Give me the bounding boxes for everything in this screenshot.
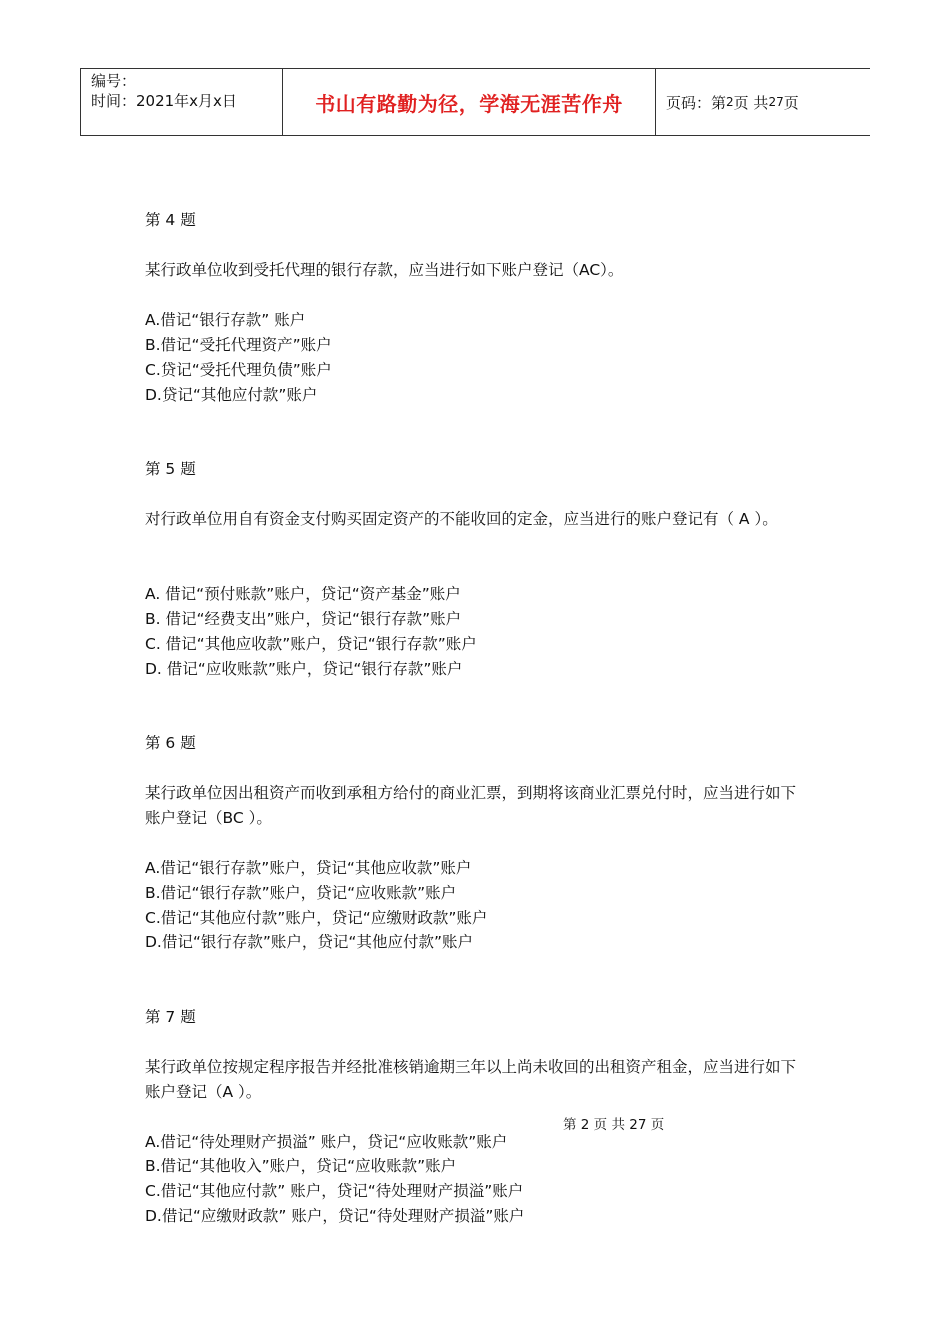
question-option: D.借记“银行存款”账户，贷记“其他应付款”账户 [145,933,473,951]
question-option: B.借记“受托代理资产”账户 [145,336,332,354]
question-text: 某行政单位按规定程序报告并经批准核销逾期三年以上尚未收回的出租资产租金，应当进行如下账户登记（A ）。 [145,1058,797,1101]
page-footer: 第 2 页 共 27 页 [563,1117,665,1133]
question-title: 第 4 题 [145,211,196,229]
header-page-suffix: 页 [783,93,799,112]
header-page-prefix: 页码：第 [666,93,727,112]
question-title: 第 5 题 [145,460,196,478]
question-text: 对行政单位用自有资金支付购买固定资产的不能收回的定金，应当进行的账户登记有（ A ）。 [145,510,778,528]
header-number-label: 编号： [91,72,137,90]
question-title: 第 7 题 [145,1008,196,1026]
question-option: A.借记“银行存款”账户，贷记“其他应收款”账户 [145,859,472,877]
question-text: 某行政单位收到受托代理的银行存款，应当进行如下账户登记（AC）。 [145,261,624,279]
question-option: D.贷记“其他应付款”账户 [145,386,318,404]
question-text: 某行政单位因出租资产而收到承租方给付的商业汇票，到期将该商业汇票兑付时，应当进行如下账户登记（BC ）。 [145,784,797,827]
question-option: C. 借记“其他应收款”账户，贷记“银行存款”账户 [145,635,477,653]
header-page-total: 27 [768,95,784,109]
question-option: A. 借记“预付账款”账户，贷记“资产基金”账户 [145,585,461,603]
question-option: C.贷记“受托代理负债”账户 [145,361,332,379]
header-meta-cell [81,69,283,135]
question-option: D. 借记“应收账款”账户，贷记“银行存款”账户 [145,660,463,678]
header-motto: 书山有路勤为径，学海无涯苦作舟 [283,69,656,135]
document-header [80,68,870,136]
question-option: B.借记“其他收入”账户，贷记“应收账款”账户 [145,1157,457,1175]
header-page-info [656,69,870,135]
question-title: 第 6 题 [145,734,196,752]
header-page-current: 2 [726,95,734,109]
question-option: C.借记“其他应付款” 账户，贷记“待处理财产损溢”账户 [145,1182,524,1200]
header-page-mid: 页 共 [733,93,769,112]
header-time-label: 时间：2021年x月x日 [91,92,237,110]
question-option: D.借记“应缴财政款” 账户，贷记“待处理财产损溢”账户 [145,1207,525,1225]
question-option: B.借记“银行存款”账户，贷记“应收账款”账户 [145,884,457,902]
question-option: A.借记“待处理财产损溢” 账户，贷记“应收账款”账户 [145,1133,508,1151]
question-option: C.借记“其他应付款”账户，贷记“应缴财政款”账户 [145,909,488,927]
question-option: A.借记“银行存款” 账户 [145,311,306,329]
question-option: B. 借记“经费支出”账户，贷记“银行存款”账户 [145,610,462,628]
